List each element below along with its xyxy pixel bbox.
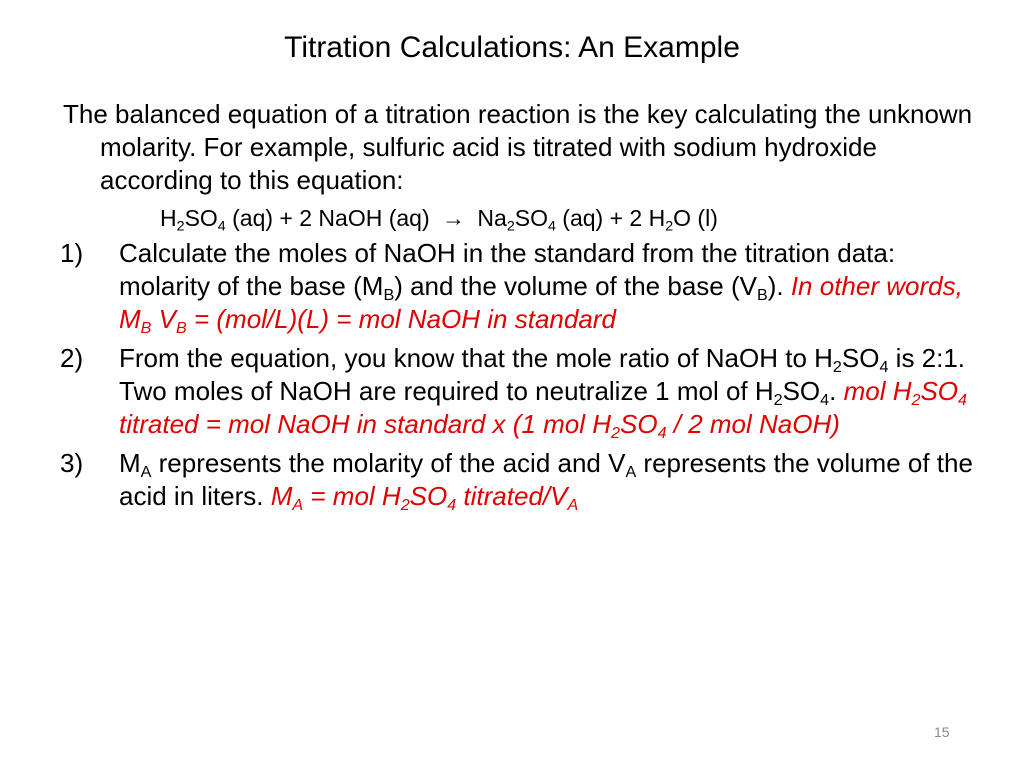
subscript: 4 xyxy=(447,495,457,514)
step-number: 2) xyxy=(60,343,84,373)
subscript: 2 xyxy=(832,357,842,376)
equation-text: O (l) xyxy=(673,205,718,231)
subscript: A xyxy=(567,495,579,514)
subscript: 2 xyxy=(911,390,921,409)
step-highlight xyxy=(270,481,579,514)
slide-title: Titration Calculations: An Example xyxy=(284,31,740,64)
step-text: ). xyxy=(767,271,791,301)
step-text: represents the volume of the acid in liters. xyxy=(119,448,973,511)
subscript: B xyxy=(140,318,152,337)
highlight-text: V xyxy=(151,304,176,334)
slide-number: 15 xyxy=(934,724,950,740)
equation-text: (aq) + 2 H xyxy=(555,205,666,231)
highlight-text: SO xyxy=(620,409,658,439)
step-text: M xyxy=(119,448,141,478)
highlight-text: SO xyxy=(920,376,959,406)
subscript: B xyxy=(176,318,187,337)
subscript: 2 xyxy=(611,423,620,442)
highlight-text: = (mol/L)(L) = mol NaOH in standard xyxy=(186,304,616,334)
step-number: 1) xyxy=(60,238,84,268)
subscript: 2 xyxy=(773,390,783,409)
subscript: 2 xyxy=(400,495,410,514)
step-number: 3) xyxy=(60,448,84,478)
step-3 xyxy=(60,447,983,514)
equation-text: SO xyxy=(514,205,548,231)
step-text: . xyxy=(829,376,844,406)
reaction-arrow-icon: → xyxy=(442,205,466,231)
step-text: is 2:1. Two moles of NaOH are required to neutralize 1 mol of H xyxy=(119,343,966,406)
step-1 xyxy=(60,237,983,337)
subscript: 4 xyxy=(820,390,830,409)
subscript: 2 xyxy=(506,218,515,235)
highlight-text: mol H xyxy=(843,376,912,406)
highlight-text: / 2 mol NaOH) xyxy=(666,409,840,439)
equation-text: SO xyxy=(184,205,218,231)
step-text: From the equation, you know that the mole ratio of NaOH to H xyxy=(119,343,833,373)
subscript: A xyxy=(292,495,304,514)
equation-text: Na xyxy=(471,205,507,231)
highlight-text: titrated/V xyxy=(456,481,568,511)
highlight-text: In other words, M xyxy=(119,271,963,334)
step-text: SO xyxy=(841,343,880,373)
subscript: 4 xyxy=(217,218,226,235)
step-2 xyxy=(60,342,983,442)
step-text: Calculate the moles of NaOH in the standard from the titration data: molarity of the base (M xyxy=(119,238,896,301)
subscript: B xyxy=(383,285,395,304)
highlight-text: SO xyxy=(409,481,448,511)
equation-text: (aq) + 2 NaOH (aq) xyxy=(225,205,437,231)
slide-body xyxy=(60,98,983,519)
subscript: 4 xyxy=(657,423,667,442)
step-text: SO xyxy=(782,376,821,406)
subscript: 2 xyxy=(176,218,185,235)
subscript: 2 xyxy=(665,218,674,235)
step-text: represents the molarity of the acid and V xyxy=(151,448,626,478)
subscript: A xyxy=(140,462,152,481)
subscript: A xyxy=(625,462,637,481)
balanced-equation xyxy=(63,203,983,233)
step-text: ) and the volume of the base (V xyxy=(394,271,757,301)
highlight-text: M xyxy=(270,481,293,511)
subscript: 4 xyxy=(879,357,889,376)
intro-paragraph: The balanced equation of a titration reaction is the key calculating the unknown molarity. For example, sulfuric acid is titrated with sodium hydroxide according to this equation: xyxy=(63,99,973,195)
subscript: 4 xyxy=(547,218,556,235)
equation-text: H xyxy=(160,205,177,231)
highlight-text: = mol H xyxy=(303,481,401,511)
subscript: B xyxy=(756,285,768,304)
highlight-text: titrated = mol NaOH in standard x (1 mol H xyxy=(119,409,612,439)
subscript: 4 xyxy=(958,390,968,409)
